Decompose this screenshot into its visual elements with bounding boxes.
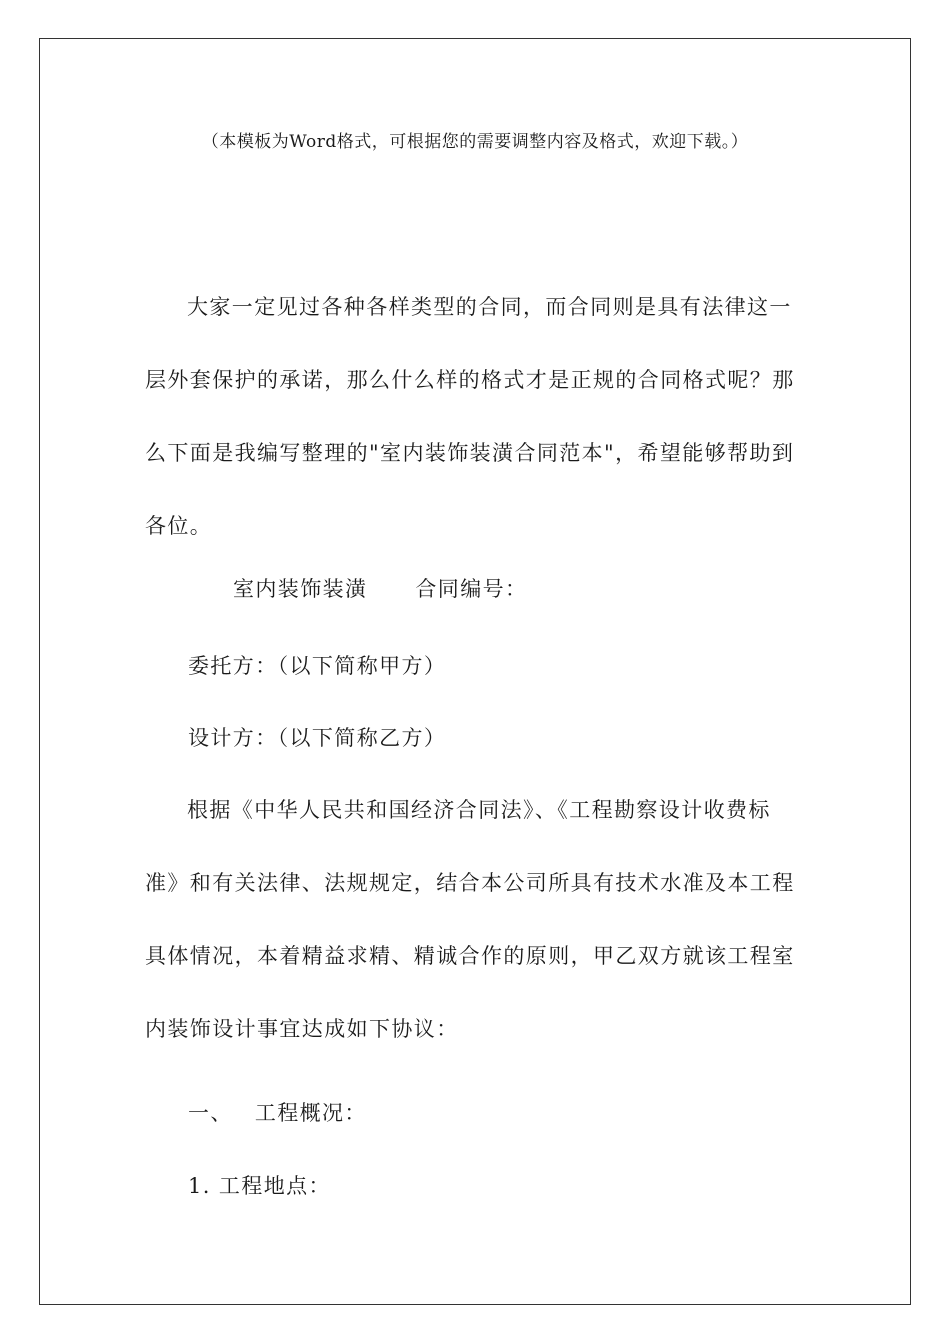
basis-paragraph: 根据《中华人民共和国经济合同法》、《工程勘察设计收费标准》和有关法律、法规规定，结合本公司所具有技术水准及本工程具体情况，本着精益求精、精诚合作的原则，甲乙双方就该工程室内装饰设计事宜达成如下协议： xyxy=(145,798,795,1041)
contract-number-label: 合同编号： xyxy=(415,577,528,601)
page-border xyxy=(39,38,911,1305)
section-heading xyxy=(188,1097,367,1127)
party-a-line: 委托方：（以下简称甲方） xyxy=(188,654,447,678)
party-b-line: 设计方：（以下简称乙方） xyxy=(188,726,447,750)
template-note: （本模板为Word格式，可根据您的需要调整内容及格式，欢迎下载。） xyxy=(201,132,749,152)
contract-title-line xyxy=(233,573,527,603)
section-number: 一、 xyxy=(188,1101,233,1125)
contract-title: 室内装饰装潢 xyxy=(233,577,368,601)
list-item: 1. 工程地点： xyxy=(188,1174,331,1198)
section-title: 工程概况： xyxy=(254,1101,367,1125)
intro-paragraph: 大家一定见过各种各样类型的合同，而合同则是具有法律这一层外套保护的承诺，那么什么样的格式才是正规的合同格式呢？那么下面是我编写整理的"室内装饰装潢合同范本"，希望能够帮助到各位。 xyxy=(145,295,795,538)
